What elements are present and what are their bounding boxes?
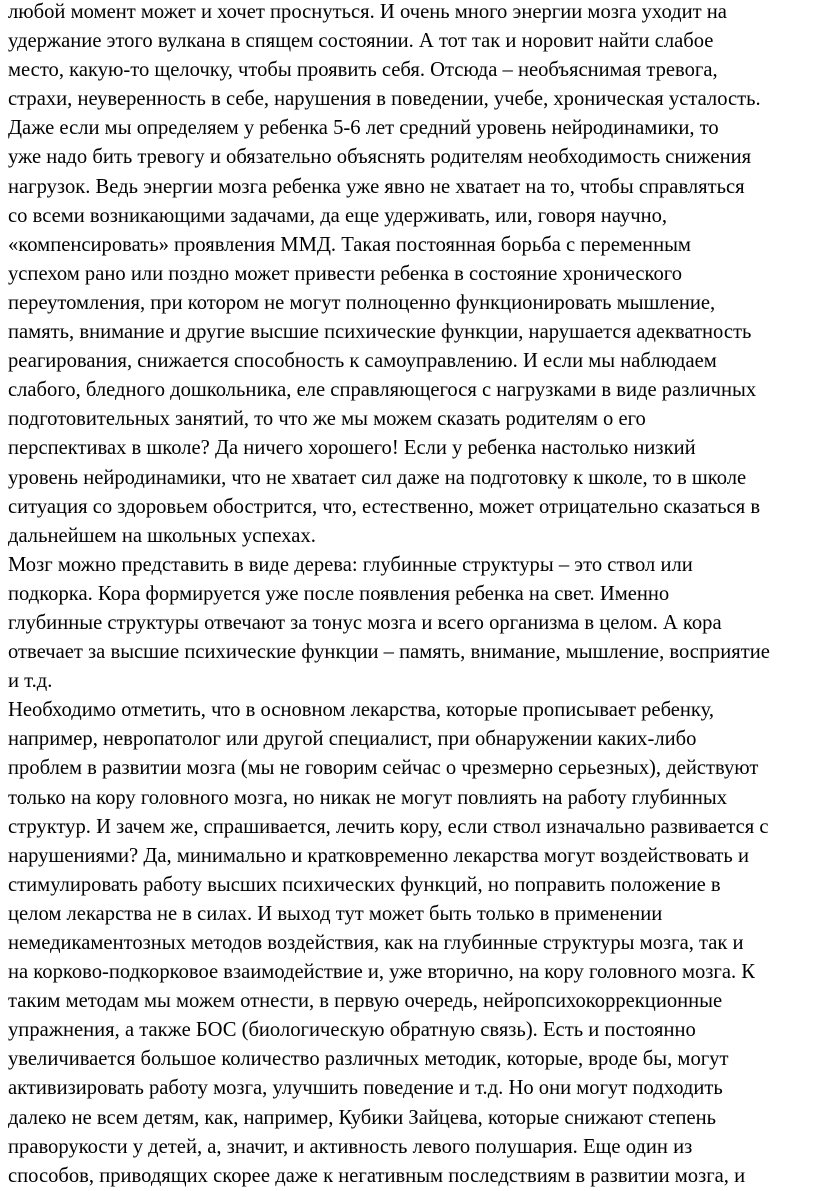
text-line: любой момент может и хочет проснуться. И очень много энергии мозга уходит на	[8, 1, 727, 23]
text-line: Мозг можно представить в виде дерева: глубинные структуры – это ствол или	[8, 553, 693, 576]
text-line: стимулировать работу высших психических функций, но поправить положение в	[8, 873, 721, 896]
text-line: уже надо бить тревогу и обязательно объяснять родителям необходимость снижения	[8, 146, 752, 169]
text-line: страхи, неуверенность в себе, нарушения в поведении, учебе, хроническая усталость.	[8, 88, 761, 111]
text-line: увеличивается большое количество различных методик, которые, вроде бы, могут	[8, 1048, 729, 1071]
text-line: «компенсировать» проявления ММД. Такая постоянная борьба с переменным	[8, 233, 691, 256]
text-line: память, внимание и другие высшие психические функции, нарушается адекватность	[8, 321, 752, 344]
text-line: праворукости у детей, а, значит, и активность левого полушария. Еще один из	[8, 1135, 693, 1158]
text-line: переутомления, при котором не могут полноценно функционировать мышление,	[8, 291, 716, 314]
text-line: Необходимо отметить, что в основном лекарства, которые прописывает ребенку,	[8, 699, 715, 722]
text-line: способов, приводящих скорее даже к негативным последствиям в развитии мозга, и	[8, 1164, 746, 1187]
text-line: таким методам мы можем отнести, в первую очередь, нейропсихокоррекционные	[8, 990, 723, 1013]
text-line: слабого, бледного дошкольника, еле справляющегося с нагрузками в виде различных	[8, 379, 757, 402]
text-line: успехом рано или поздно может привести ребенка в состояние хронического	[8, 262, 683, 285]
text-line: упражнения, а также БОС (биологическую обратную связь). Есть и постоянно	[8, 1019, 696, 1042]
text-line: подготовительных занятий, то что же мы можем сказать родителям о его	[8, 408, 646, 431]
text-line: глубинные структуры отвечают за тонус мозга и всего организма в целом. А кора	[8, 611, 722, 634]
text-line: только на кору головного мозга, но никак не могут повлиять на работу глубинных	[8, 786, 728, 809]
text-line: уровень нейродинамики, что не хватает сил даже на подготовку к школе, то в школе	[8, 466, 747, 489]
text-line: активизировать работу мозга, улучшить поведение и т.д. Но они могут подходить	[8, 1077, 723, 1100]
text-line: Даже если мы определяем у ребенка 5-6 лет средний уровень нейродинамики, то	[8, 117, 719, 140]
text-line: подкорка. Кора формируется уже после появления ребенка на свет. Именно	[8, 582, 670, 605]
text-line: немедикаментозных методов воздействия, как на глубинные структуры мозга, так и	[8, 932, 744, 954]
text-line: далеко не всем детям, как, например, Кубики Зайцева, которые снижают степень	[8, 1106, 717, 1129]
text-line: проблем в развитии мозга (мы не говорим сейчас о чрезмерно серьезных), действуют	[8, 757, 759, 780]
text-line: отвечает за высшие психические функции – память, внимание, мышление, восприятие	[8, 641, 770, 664]
text-line: дальнейшем на школьных успехах.	[8, 524, 316, 547]
text-line: на корково-подкорковое взаимодействие и, уже вторично, на кору головного мозга. К	[8, 961, 756, 984]
text-line: и т.д.	[8, 670, 53, 693]
text-line: место, какую-то щелочку, чтобы проявить себя. Отсюда – необъяснимая тревога,	[8, 59, 718, 82]
text-line: нагрузок. Ведь энергии мозга ребенка уже явно не хватает на то, чтобы справляться	[8, 175, 745, 198]
body-text	[8, 0, 808, 1191]
text-line: целом лекарства не в силах. И выход тут может быть только в применении	[8, 902, 663, 925]
text-line: удержание этого вулкана в спящем состоянии. А тот так и норовит найти слабое	[8, 30, 714, 53]
text-line: нарушениями? Да, минимально и кратковременно лекарства могут воздействовать и	[8, 844, 749, 867]
text-line: реагирования, снижается способность к самоуправлению. И если мы наблюдаем	[8, 350, 717, 373]
text-line: например, невропатолог или другой специалист, при обнаружении каких-либо	[8, 728, 697, 751]
text-line: со всеми возникающими задачами, да еще удерживать, или, говоря научно,	[8, 204, 668, 227]
text-line: ситуация со здоровьем обострится, что, естественно, может отрицательно сказаться в	[8, 495, 761, 518]
text-line: перспективах в школе? Да ничего хорошего! Если у ребенка настолько низкий	[8, 437, 696, 460]
text-line: структур. И зачем же, спрашивается, лечить кору, если ствол изначально развивается с	[8, 815, 769, 838]
